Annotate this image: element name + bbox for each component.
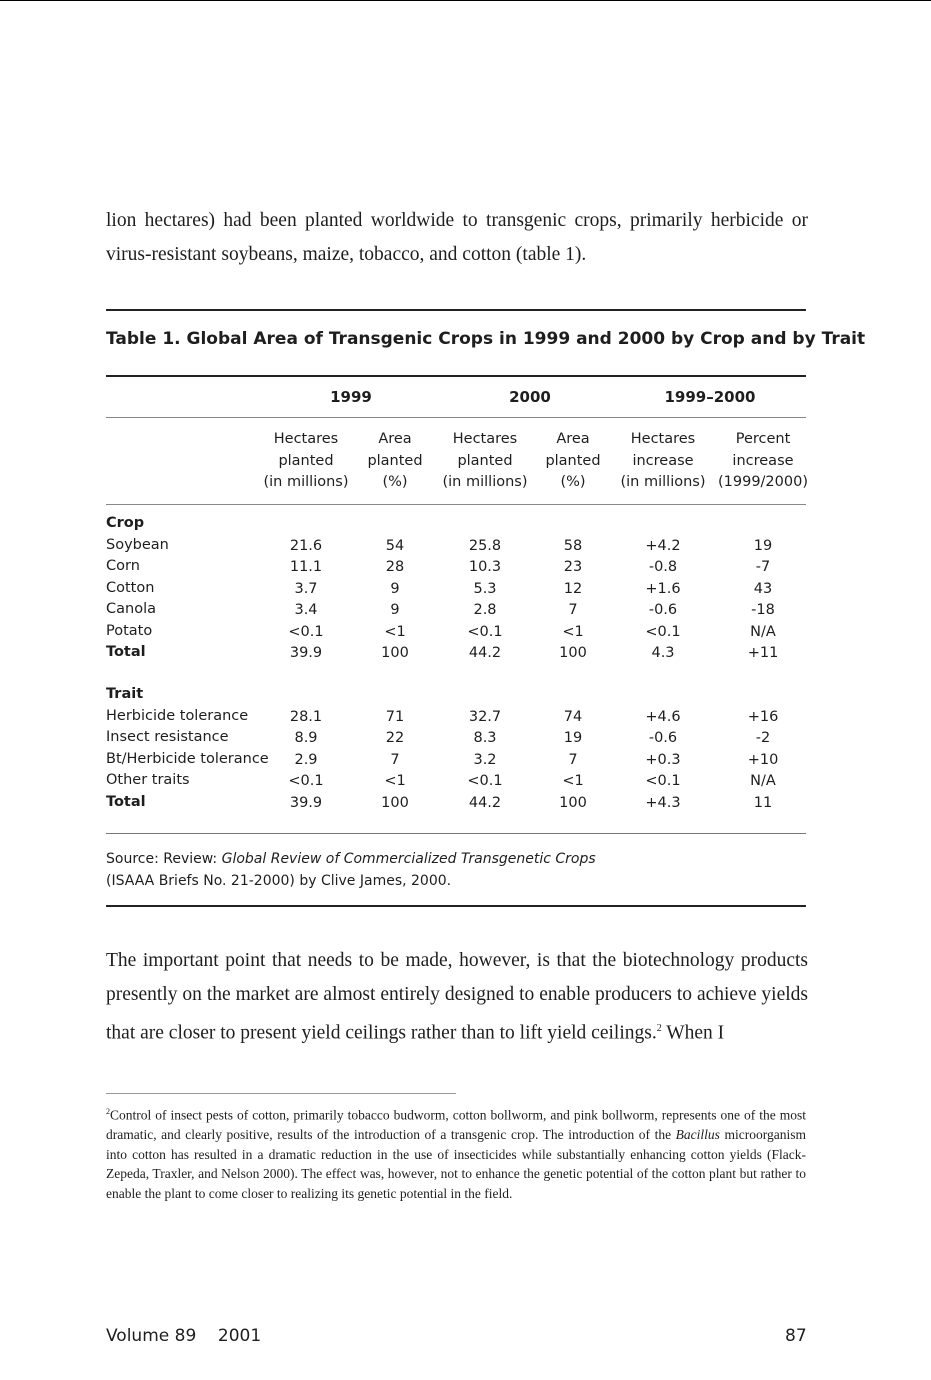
- table-cell: +16: [747, 708, 779, 725]
- column-header: [443, 429, 528, 494]
- year-header: 2000: [509, 388, 551, 406]
- table-cell: -0.6: [648, 602, 678, 618]
- table-end-rule: [106, 905, 806, 907]
- footnote-divider: [106, 1093, 456, 1094]
- table-row-label: Cotton: [106, 579, 155, 596]
- year-header: 1999: [330, 388, 372, 406]
- source-prefix: Source: Review:: [106, 851, 222, 867]
- table-title-rule: [106, 375, 806, 377]
- table-cell: 39.9: [289, 645, 323, 661]
- table-cell: 11: [753, 794, 773, 811]
- table-cell: 19: [753, 537, 773, 554]
- table-cell: N/A: [750, 773, 776, 789]
- table-row-label: Soybean: [106, 536, 169, 553]
- table-cell: +11: [747, 645, 779, 661]
- table-cell: <0.1: [645, 773, 681, 789]
- column-header-line: Hectares: [452, 431, 518, 447]
- table-row-label: Corn: [106, 558, 140, 574]
- table-cell: 28: [385, 559, 405, 575]
- column-header-line: Percent: [735, 431, 791, 447]
- table-cell: N/A: [750, 623, 776, 640]
- table-cell: 9: [390, 580, 400, 597]
- table-cell: 44.2: [468, 645, 502, 661]
- table-cell: <1: [562, 773, 584, 789]
- table-cell: 3.2: [473, 751, 497, 768]
- column-header-line: increase: [732, 452, 794, 469]
- section-label: Trait: [106, 686, 144, 702]
- table-top-rule: [106, 309, 806, 311]
- table-cell: 28.1: [289, 708, 323, 725]
- column-header-line: Hectares: [273, 431, 339, 447]
- table-cell: 7: [390, 751, 400, 768]
- footnote-italic: Bacillus: [675, 1127, 720, 1142]
- column-header-line: planted: [457, 452, 513, 469]
- intro-paragraph: lion hectares) had been planted worldwide to transgenic crops, primarily herbicide or virus-resistant soybeans, maize, tobacco, and cotton (table 1).: [106, 210, 808, 265]
- column-header: [367, 429, 422, 494]
- table-row-label: Insect resistance: [106, 729, 229, 745]
- footnote-marker: 2: [106, 1107, 110, 1116]
- table-cell: 100: [381, 645, 409, 661]
- table-cell: <0.1: [288, 623, 324, 640]
- column-header-line: planted: [545, 452, 601, 469]
- footnote-text-b: microorganism into cotton has resulted in a dramatic reduction in the use of insecticides while substantially enhancing cotton yields (Flack-Zepeda, Traxler, and Nelson 2000). The effect was, however, not to enhance the genetic potential of the cotton plant but rather to enable the plant to come closer to realizing its genetic potential in the field.: [106, 1127, 806, 1201]
- table-cell: <1: [384, 623, 406, 640]
- column-header-line: (%): [382, 474, 408, 490]
- column-header: [545, 429, 600, 494]
- table-cell: 32.7: [468, 708, 502, 725]
- column-header-line: increase: [632, 452, 694, 469]
- table-cell: 8.9: [294, 730, 318, 746]
- table-cell: 9: [390, 602, 400, 618]
- table-cell: <1: [384, 773, 406, 789]
- table-cell: 12: [563, 580, 583, 597]
- section-label: Crop: [106, 515, 145, 531]
- page-number: 87: [785, 1326, 807, 1346]
- table-cell: 39.9: [289, 794, 323, 811]
- column-header: [264, 429, 349, 494]
- table-cell: 11.1: [289, 559, 323, 575]
- table-row-label: Herbicide tolerance: [106, 707, 249, 724]
- column-header-line: Hectares: [630, 431, 696, 447]
- table-cell: 100: [559, 794, 587, 811]
- table-cell: +10: [747, 751, 779, 768]
- table-cell: 2.8: [473, 602, 497, 618]
- table-cell: 10.3: [468, 559, 502, 575]
- table-cell: 22: [385, 730, 405, 746]
- table-cell: 43: [753, 580, 773, 597]
- table-cell: 74: [563, 708, 583, 725]
- subheader-divider: [106, 504, 806, 505]
- footnote-text-a: Control of insect pests of cotton, primarily tobacco budworm, cotton bollworm, and pink bollworm, represents one of the most dramatic, and clearly positive, results of the introduction of a transgenic crop. The introduction of the: [106, 1107, 806, 1142]
- source-title: Global Review of Commercialized Transgenetic Crops: [221, 851, 596, 867]
- table-bottom-rule: [106, 833, 806, 834]
- table-title: Table 1. Global Area of Transgenic Crops in 1999 and 2000 by Crop and by Trait: [106, 329, 866, 349]
- table-cell: 2.9: [294, 751, 318, 768]
- table-cell: -0.8: [648, 559, 678, 575]
- table-source-note: [106, 848, 596, 892]
- column-header-line: Area: [378, 431, 412, 447]
- footer-volume: Volume 89 2001: [106, 1326, 262, 1346]
- table-row-label: Total: [106, 793, 146, 810]
- table-cell: 25.8: [468, 537, 502, 554]
- table-cell: +0.3: [645, 751, 681, 768]
- table-cell: <0.1: [467, 773, 503, 789]
- column-header-line: Area: [556, 431, 590, 447]
- table-cell: -7: [755, 559, 771, 575]
- table-cell: -18: [751, 602, 775, 618]
- column-header-line: (%): [560, 474, 586, 490]
- main-paragraph-tail: When I: [661, 1022, 725, 1044]
- table-row-label: Other traits: [106, 772, 190, 788]
- table-cell: 19: [563, 730, 583, 746]
- table-cell: +1.6: [645, 580, 681, 597]
- table-cell: +4.2: [645, 537, 681, 554]
- table-cell: 7: [568, 751, 578, 768]
- column-header: [718, 429, 808, 494]
- column-header-line: planted: [367, 452, 423, 469]
- table-cell: 8.3: [473, 730, 497, 746]
- main-paragraph-text: The important point that needs to be made, however, is that the biotechnology products presently on the market are almost entirely designed to enable producers to achieve yields that are closer to present yield ceilings rather than to lift yield ceilings.: [106, 950, 808, 1044]
- table-cell: <0.1: [645, 623, 681, 640]
- table-cell: 7: [568, 602, 578, 618]
- table-cell: 3.7: [294, 580, 318, 597]
- main-paragraph: [106, 944, 808, 1051]
- table-row-label: Potato: [106, 622, 153, 639]
- year-header: 1999–2000: [664, 388, 756, 406]
- table-cell: 3.4: [294, 602, 318, 618]
- table-cell: 4.3: [651, 645, 675, 661]
- table-cell: <0.1: [467, 623, 503, 640]
- source-line-2: (ISAAA Briefs No. 21-2000) by Clive James, 2000.: [106, 873, 452, 889]
- table-cell: <1: [562, 623, 584, 640]
- table-cell: -2: [755, 730, 771, 746]
- table-cell: 23: [563, 559, 583, 575]
- table-cell: 71: [385, 708, 405, 725]
- footnote: [106, 1102, 806, 1203]
- column-header-line: (in millions): [620, 474, 706, 490]
- table-cell: 21.6: [289, 537, 323, 554]
- table-cell: -0.6: [648, 730, 678, 746]
- table-cell: 100: [559, 645, 587, 661]
- column-header-line: (in millions): [442, 474, 528, 490]
- table-cell: 100: [381, 794, 409, 811]
- column-header: [621, 429, 706, 494]
- column-header-line: (1999/2000): [717, 474, 809, 490]
- column-header-line: planted: [278, 452, 334, 469]
- footnote-reference[interactable]: 2: [656, 1023, 662, 1034]
- table-cell: +4.6: [645, 708, 681, 725]
- table-cell: 44.2: [468, 794, 502, 811]
- table-row-label: Total: [106, 644, 146, 660]
- table-row-label: Canola: [106, 601, 156, 617]
- table-cell: 54: [385, 537, 405, 554]
- table-cell: 5.3: [473, 580, 497, 597]
- table-cell: +4.3: [645, 794, 681, 811]
- table-row-label: Bt/Herbicide tolerance: [106, 750, 269, 767]
- table-cell: 58: [563, 537, 583, 554]
- table-cell: <0.1: [288, 773, 324, 789]
- column-header-line: (in millions): [263, 474, 349, 490]
- page-top-border: [0, 0, 931, 1]
- header-divider: [106, 417, 806, 418]
